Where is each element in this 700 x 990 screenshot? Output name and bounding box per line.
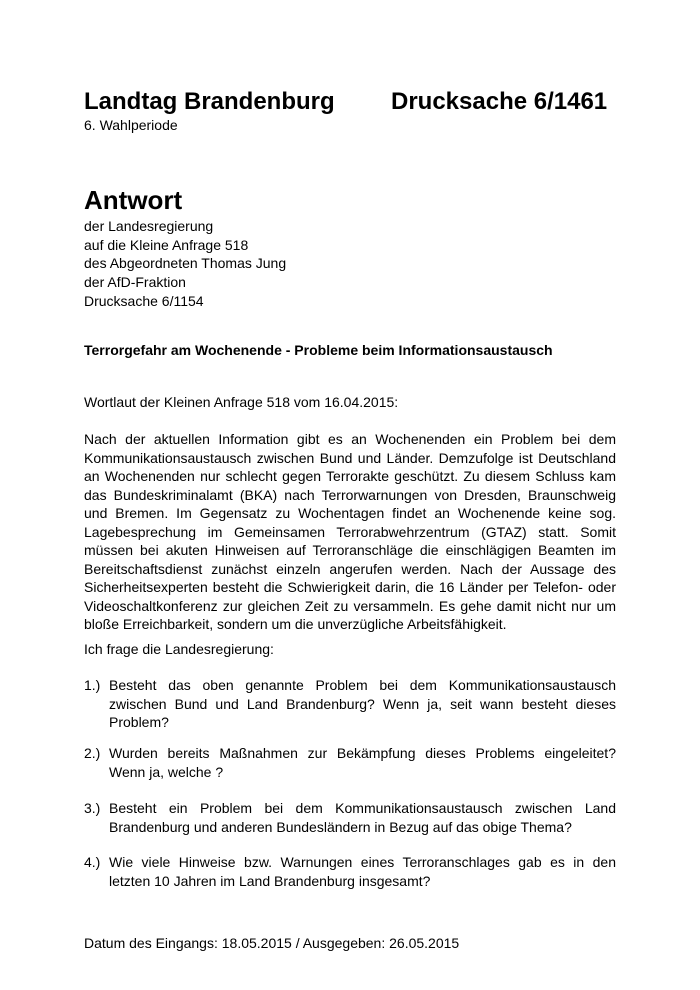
- page-title: Antwort: [84, 185, 183, 215]
- question-text: [109, 744, 616, 781]
- body-line: und Bremen. Im Gegensatz zu Wochentagen findet an Wochenende keine sog.: [84, 505, 616, 521]
- question-line: Wie viele Hinweise bzw. Warnungen eines Terroranschlages gab es in den: [109, 854, 616, 870]
- body-line: Nach der aktuellen Information gibt es an Wochenenden ein Problem bei dem: [84, 431, 616, 447]
- document-header: [84, 88, 616, 118]
- body-line: müssen bei akuten Hinweisen auf Terroranschläge die einschlägigen Beamten im: [84, 542, 616, 558]
- meta-line: der AfD-Fraktion: [84, 274, 186, 291]
- meta-line: Drucksache 6/1154: [84, 292, 204, 309]
- subject-heading: Terrorgefahr am Wochenende - Probleme beim Informationsaustausch: [84, 342, 553, 358]
- question-text: [109, 799, 616, 836]
- meta-line: des Abgeordneten Thomas Jung: [84, 255, 287, 272]
- question-number: 3.): [84, 800, 101, 816]
- question-text: [109, 853, 616, 890]
- body-line: bloße Erreichbarkeit, sondern um die unverzügliche Arbeitsfähigkeit.: [84, 616, 507, 632]
- body-line: das Bundeskriminalamt (BKA) nach Terrorwarnungen von Dresden, Braunschweig: [84, 486, 616, 503]
- parliament-name: Landtag Brandenburg: [84, 88, 335, 115]
- body-line: Sicherheitsexperten besteht die Schwierigkeit darin, die 16 Länder per Telefon- oder: [84, 579, 616, 595]
- question-line: letzten 10 Jahren im Land Brandenburg insgesamt?: [109, 872, 431, 889]
- question-line: Wenn ja, welche ?: [109, 763, 224, 780]
- body-line: Videoschaltkonferenz zur gleichen Zeit zu versammeln. Es gehe damit nicht nur um: [84, 597, 616, 614]
- question-number: 2.): [84, 745, 101, 761]
- question-line: Problem?: [109, 714, 169, 730]
- receipt-dates: Datum des Eingangs: 18.05.2015 / Ausgegeben: 26.05.2015: [84, 935, 460, 951]
- meta-line: der Landesregierung: [84, 218, 214, 234]
- meta-line: auf die Kleine Anfrage 518: [84, 236, 249, 253]
- body-line: Kommunikationsaustausch zwischen Bund und Länder. Demzufolge ist Deutschland: [84, 449, 616, 466]
- answer-meta: [84, 217, 286, 311]
- question-text: [109, 676, 616, 732]
- document-number: Drucksache 6/1461: [391, 88, 608, 115]
- inquiry-intro: Wortlaut der Kleinen Anfrage 518 vom 16.04.2015:: [84, 394, 399, 410]
- body-line: Bereitschaftsdienst zunächst einzeln angerufen werden. Nach der Aussage des: [84, 560, 616, 577]
- question-line: zwischen Bund und Land Brandenburg? Wenn ja, seit wann besteht dieses: [109, 695, 616, 712]
- question-line: Wurden bereits Maßnahmen zur Bekämpfung dieses Problems eingeleitet?: [109, 745, 616, 761]
- question-prompt: Ich frage die Landesregierung:: [84, 641, 274, 657]
- body-line: an Wochenenden nur schlecht gegen Terrorakte geschützt. Zu diesem Schluss kam: [84, 468, 616, 484]
- body-line: Lagebesprechung im Gemeinsamen Terrorabwehrzentrum (GTAZ) statt. Somit: [84, 523, 616, 540]
- question-line: Besteht ein Problem bei dem Kommunikationsaustausch zwischen Land: [109, 800, 616, 816]
- inquiry-body: [84, 430, 616, 634]
- question-number: 4.): [84, 854, 101, 870]
- legislative-period: 6. Wahlperiode: [84, 117, 178, 133]
- question-line: Brandenburg und anderen Bundesländern in Bezug auf das obige Thema?: [109, 818, 572, 835]
- question-number: 1.): [84, 677, 101, 693]
- question-line: Besteht das oben genannte Problem bei dem Kommunikationsaustausch: [109, 677, 616, 693]
